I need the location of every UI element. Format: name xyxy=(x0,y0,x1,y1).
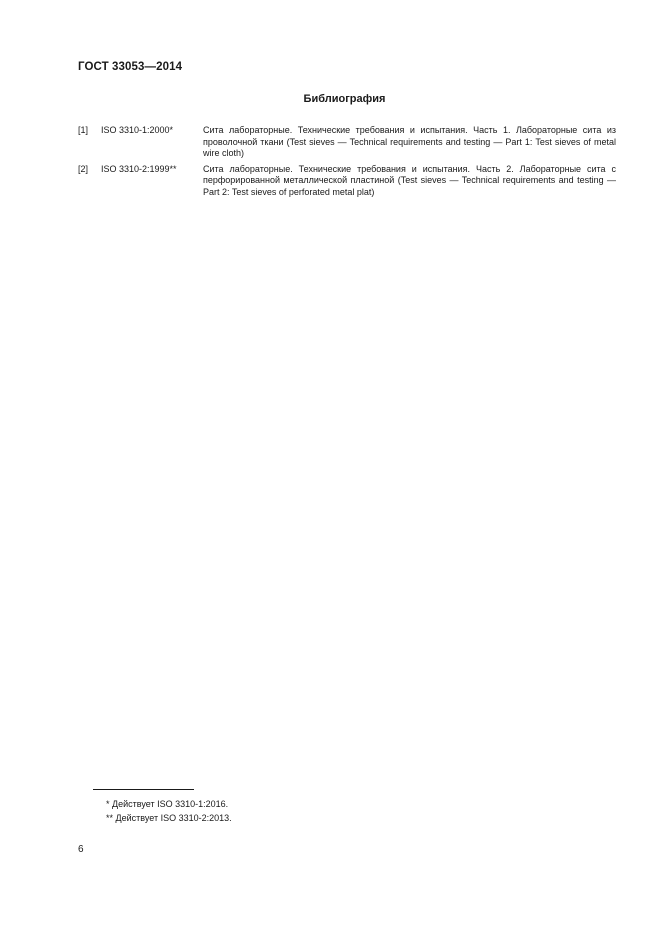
footnote: ** Действует ISO 3310-2:2013. xyxy=(106,812,232,823)
document-header: ГОСТ 33053—2014 xyxy=(78,61,183,73)
section-title: Библиография xyxy=(303,93,386,105)
footnote: * Действует ISO 3310-1:2016. xyxy=(106,799,229,809)
bibliography-entry xyxy=(78,164,616,199)
bibliography-entry-text: Сита лабораторные. Технические требования и испытания. Часть 2. Лабораторные сита с перфорированной металлической пластиной (Test sieves — Technical requirements and testing — Part 2: Test sieves of perforated metal plat) xyxy=(203,163,616,197)
bibliography-list xyxy=(78,125,616,202)
bibliography-entry-text: Сита лабораторные. Технические требования и испытания. Часть 1. Лабораторные сита из проволочной ткани (Test sieves — Technical requirements and testing — Part 1: Test sieves of metal wire cloth) xyxy=(203,125,616,158)
footnote-divider xyxy=(93,789,194,790)
bibliography-entry xyxy=(78,125,616,160)
bibliography-entry-number: [1] xyxy=(78,125,89,135)
bibliography-entry-number: [2] xyxy=(78,163,89,174)
page-number: 6 xyxy=(78,844,84,855)
bibliography-entry-code: ISO 3310-2:1999** xyxy=(101,163,177,174)
bibliography-entry-code: ISO 3310-1:2000* xyxy=(101,125,174,135)
footnotes xyxy=(106,798,232,825)
